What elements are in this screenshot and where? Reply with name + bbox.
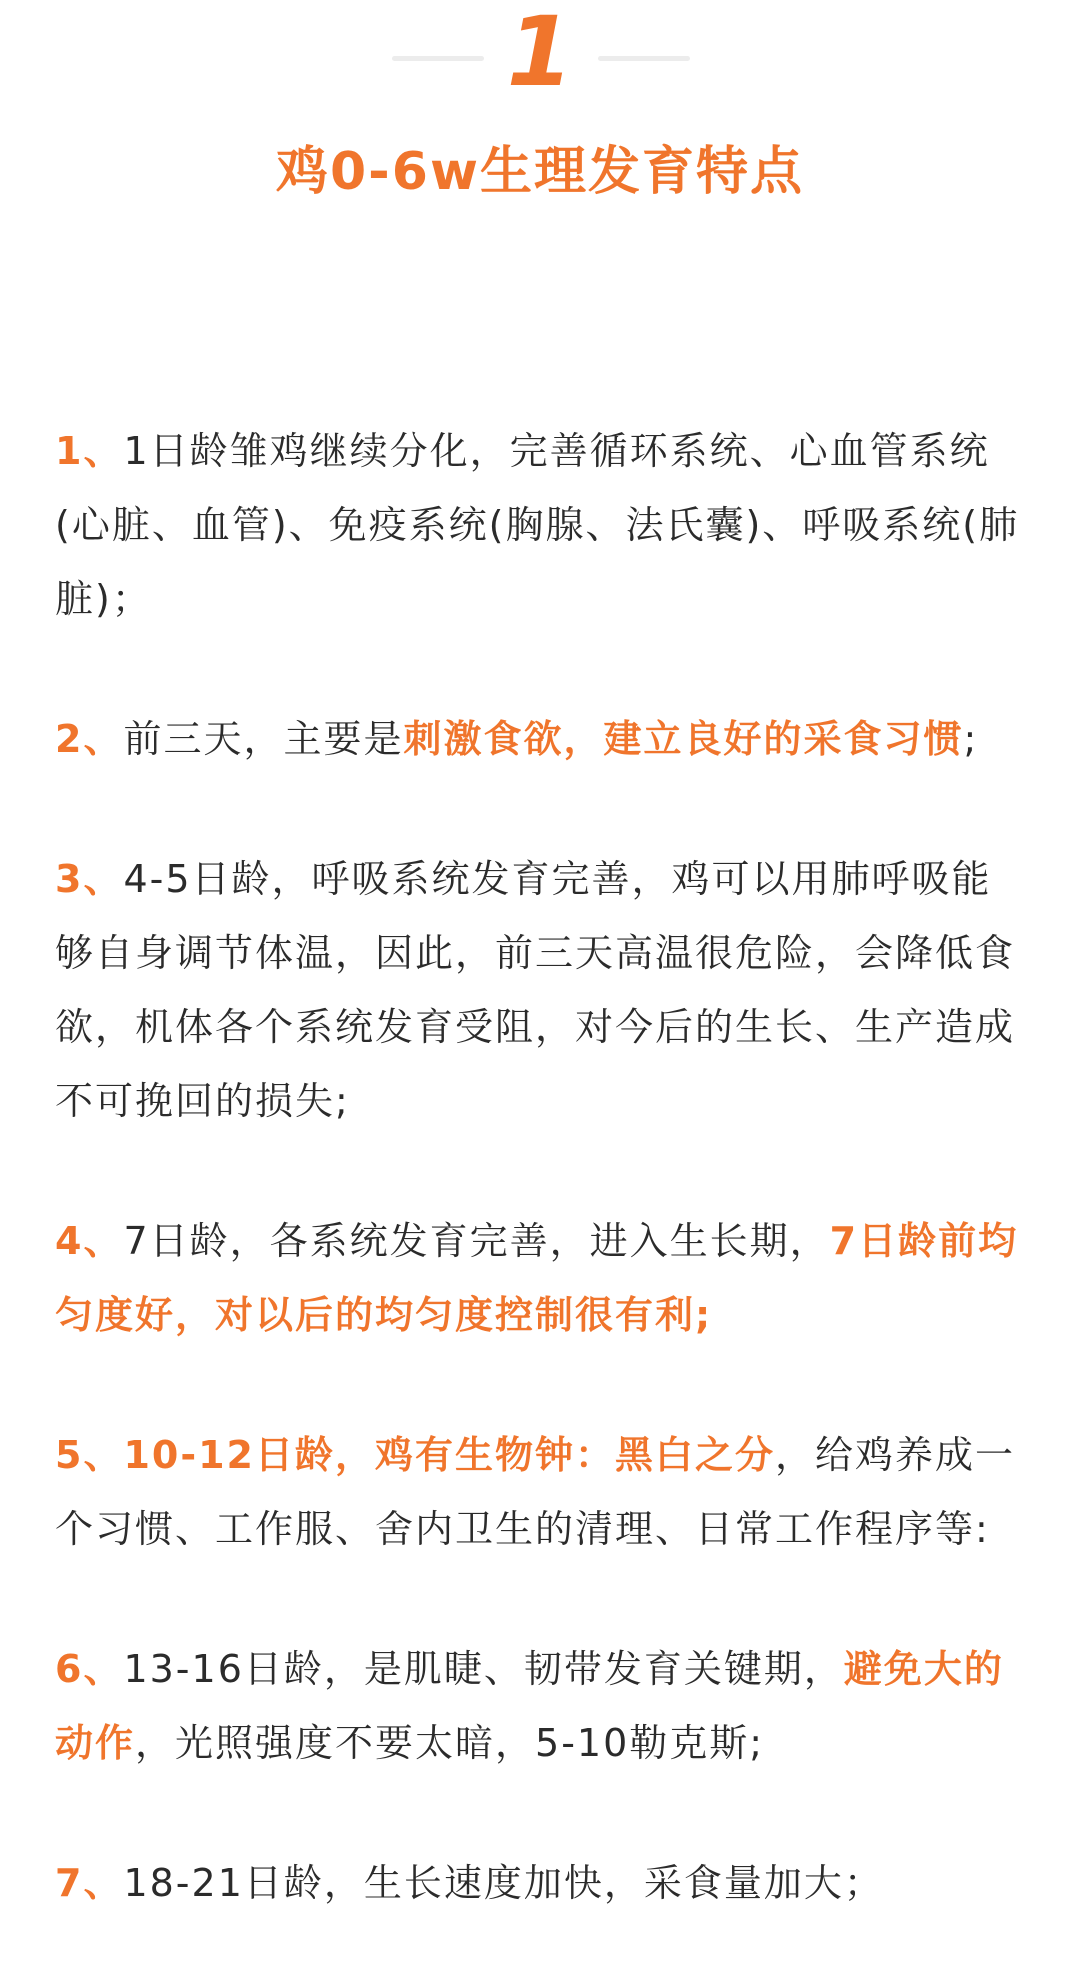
- section-header: [0, 0, 1080, 230]
- item-index: 3、: [55, 857, 124, 901]
- list-item: [55, 702, 1030, 776]
- section-number: 1: [506, 0, 574, 108]
- item-text: ，给鸡养成一个习惯、工作服、舍内卫生的清理、日常工作程序等:: [55, 1433, 1016, 1551]
- list-item: [55, 1418, 1030, 1566]
- item-index: 1、: [55, 429, 124, 473]
- item-text: 1日龄雏鸡继续分化，完善循环系统、心血管系统(心脏、血管)、免疫系统(胸腺、法氏囊)、呼吸系统(肺脏)；: [55, 429, 1020, 621]
- item-text: 7日龄，各系统发育完善，进入生长期，: [123, 1219, 830, 1263]
- item-list: [55, 376, 1030, 1986]
- item-index: 4、: [55, 1219, 124, 1263]
- item-highlight: 避免大的动作: [55, 1647, 1004, 1765]
- item-text: ，光照强度不要太暗，5-10勒克斯;: [135, 1721, 765, 1765]
- list-item: [55, 1204, 1030, 1352]
- item-highlight: 刺激食欲，建立良好的采食习惯: [403, 717, 964, 761]
- item-text: 4-5日龄，呼吸系统发育完善，鸡可以用肺呼吸能够自身调节体温，因此，前三天高温很危险，会降低食欲，机体各个系统发育受阻，对今后的生长、生产造成不可挽回的损失;: [55, 857, 1016, 1123]
- item-highlight: 7日龄前均匀度好，对以后的均匀度控制很有利;: [55, 1219, 1019, 1337]
- item-index: 2、: [55, 717, 124, 761]
- list-item: [55, 842, 1030, 1138]
- list-item: [55, 1632, 1030, 1780]
- item-index: 7、: [55, 1861, 124, 1905]
- item-text: 18-21日龄，生长速度加快，采食量加大；: [123, 1861, 884, 1905]
- item-text: 前三天，主要是: [123, 717, 404, 761]
- item-highlight: 10-12日龄，鸡有生物钟：黑白之分: [123, 1433, 775, 1477]
- item-index: 5、: [55, 1433, 124, 1477]
- item-text: ;: [963, 717, 979, 761]
- item-index: 6、: [55, 1647, 124, 1691]
- item-text: 13-16日龄，是肌睫、韧带发育关键期，: [123, 1647, 844, 1691]
- list-item: [55, 1846, 1030, 1920]
- section-title: 鸡0-6w生理发育特点: [276, 142, 804, 202]
- list-item: [55, 414, 1030, 636]
